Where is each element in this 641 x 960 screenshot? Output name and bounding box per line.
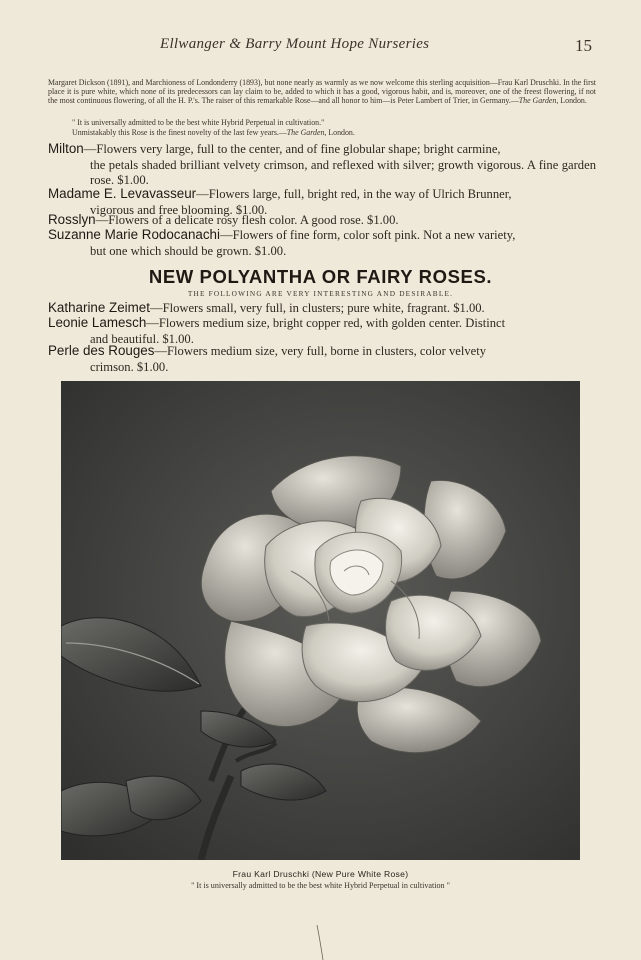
rose-name: Madame E. Levavasseur: [48, 186, 197, 201]
rose-illustration: [61, 381, 580, 860]
rose-description: —Flowers large, full, bright red, in the way of Ulrich Brunner,: [196, 187, 512, 201]
page-number: 15: [575, 36, 592, 55]
intro-note-source: The Garden: [286, 128, 325, 137]
rose-name: Suzanne Marie Rodocanachi: [48, 227, 220, 242]
intro-paragraph: [48, 78, 596, 105]
intro-paragraph-source-tail: , London.: [556, 96, 587, 105]
rose-description: —Flowers very large, full to the center, and of fine globular shape; bright carmine,: [83, 142, 501, 156]
intro-note-text: Unmistakably this Rose is the finest novelty of the last few years.—: [72, 128, 287, 137]
rose-description-continued: crimson. $1.00.: [90, 359, 169, 374]
intro-paragraph-text: Margaret Dickson (1891), and Marchioness of Londonderry (1893), but none nearly as warmly as we now welcome this sterling acquisition—Frau Karl Druschki. In the first place it is pure white, which none of its predecessors can lay claim to be, added to which it has a good, vigorous habit, and is, moreover, one of the freest flowering, if not the most continuous flowering, of all the H. P.'s. The raiser of this remarkable Rose—and all honor to him—is Peter Lambert of Trier, in Germany.—: [48, 78, 596, 105]
rose-name: Rosslyn: [48, 212, 96, 227]
page-crease-mark: [316, 925, 324, 960]
rose-entry-milton: [48, 141, 596, 189]
rose-name: Milton: [48, 141, 84, 156]
section-subheading: THE FOLLOWING ARE VERY INTERESTING AND DESIRABLE.: [187, 289, 454, 298]
rose-entry-rodocanachi: [48, 227, 596, 259]
rose-name: Perle des Rouges: [48, 343, 155, 358]
rose-name: Katharine Zeimet: [48, 300, 150, 315]
rose-description-continued: but one which should be grown. $1.00.: [90, 243, 287, 258]
figure-quote: " It is universally admitted to be the best white Hybrid Perpetual in cultivation ": [191, 881, 450, 890]
intro-paragraph-source: The Garden: [518, 96, 557, 105]
intro-quote: " It is universally admitted to be the best white Hybrid Perpetual in cultivation.": [72, 118, 325, 127]
polyantha-entry-perle: [48, 343, 596, 375]
intro-note-source-tail: , London.: [324, 128, 355, 137]
rose-description-continued: vigorous and free blooming. $1.00.: [90, 202, 268, 217]
figure-caption: Frau Karl Druschki (New Pure White Rose): [232, 869, 409, 879]
rose-description: —Flowers medium size, bright copper red, with golden center. Distinct: [146, 316, 506, 330]
section-heading: NEW POLYANTHA OR FAIRY ROSES.: [148, 266, 493, 287]
rose-description-continued: the petals shaded brilliant velvety crimson, and reflexed with silver; growth vigorous. A fine garden rose. $1.00.: [90, 157, 596, 187]
rose-description: —Flowers of fine form, color soft pink. Not a new variety,: [219, 228, 516, 242]
rose-description: —Flowers of a delicate rosy flesh color. A good rose. $1.00.: [95, 213, 399, 227]
rose-description: —Flowers small, very full, in clusters; pure white, fragrant. $1.00.: [149, 301, 485, 315]
intro-note: [72, 128, 355, 137]
rose-name: Leonie Lamesch: [48, 315, 147, 330]
rose-description-continued: and beautiful. $1.00.: [90, 331, 194, 346]
running-header-title: Ellwanger & Barry Mount Hope Nurseries: [160, 36, 430, 52]
white-rose-drawing: [61, 381, 580, 860]
rose-description: —Flowers medium size, very full, borne in clusters, color velvety: [154, 344, 487, 358]
